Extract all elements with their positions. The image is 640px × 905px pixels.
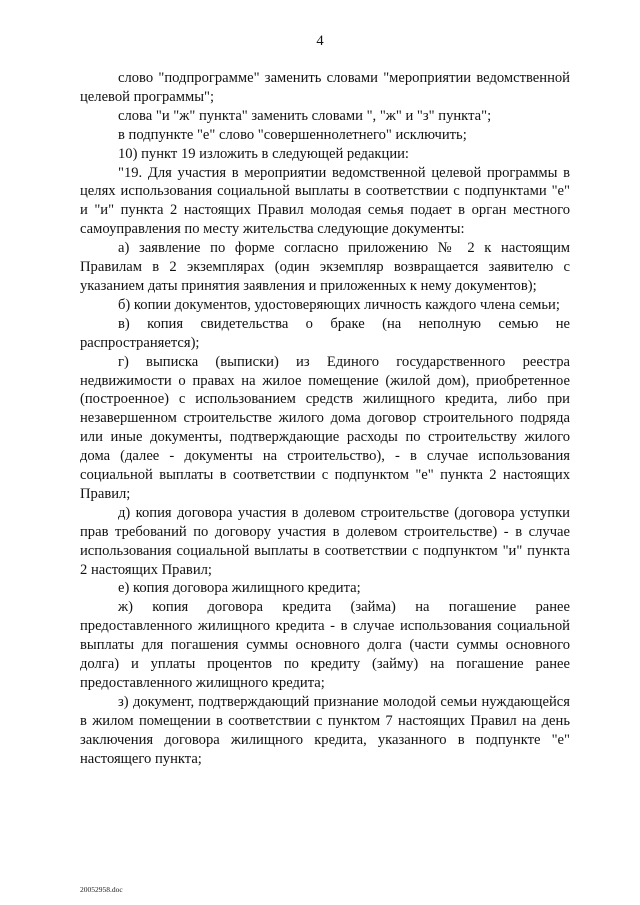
page-number: 4	[316, 33, 324, 49]
list-item-z: з) документ, подтверждающий признание молодой семьи нуждающейся в жилом помещении в соответствии с пунктом 7 настоящих Правил на день заключения договора жилищного кредита, указанного в подпункте "е" настоящего пункта;	[80, 693, 570, 767]
list-item-g: г) выписка (выписки) из Единого государственного реестра недвижимости о правах на жилое помещение (жилой дом), приобретенное (построенное) с использованием средств жилищного кредита, либо при незавершенном строительстве жилого дома договор строительного подряда или иные документы, подтверждающие расходы по строительству жилого дома (далее - документы на строительство), - в случае использования социальной выплаты в соответствии с подпунктом "е" пункта 2 настоящих Правил;	[80, 353, 570, 502]
list-item-zh: ж) копия договора кредита (займа) на погашение ранее предоставленного жилищного кредита - в случае использования социальной выплаты для погашения суммы основного долга (части суммы основного долга) и уплаты процентов по кредиту (займу) на погашение ранее предоставленного жилищного кредита;	[80, 599, 570, 691]
document-body	[80, 69, 570, 769]
list-item-v: в) копия свидетельства о браке (на неполную семью не распространяется);	[80, 315, 570, 351]
list-item-b: б) копии документов, удостоверяющих личность каждого члена семьи;	[118, 296, 560, 313]
paragraph: слово "подпрограмме" заменить словами "мероприятии ведомственной целевой программы";	[80, 70, 570, 105]
paragraph: в подпункте "е" слово "совершеннолетнего" исключить;	[118, 126, 467, 143]
paragraph: "19. Для участия в мероприятии ведомственной целевой программы в целях использования социальной выплаты в соответствии с подпунктами "е" и "и" пункта 2 настоящих Правил молодая семья подает в орган местного самоуправления по месту жительства следующие документы:	[80, 164, 570, 238]
list-item-d: д) копия договора участия в долевом строительстве (договора уступки прав требований по договору участия в долевом строительстве) - в случае использования социальной выплаты в соответствии с подпунктом "и" пункта 2 настоящих Правил;	[80, 504, 570, 578]
paragraph: 10) пункт 19 изложить в следующей редакции:	[118, 145, 409, 162]
list-item-a: а) заявление по форме согласно приложению № 2 к настоящим Правилам в 2 экземплярах (один экземпляр возвращается заявителю с указанием даты принятия заявления и приложенных к нему документов);	[80, 240, 570, 294]
paragraph: слова "и "ж" пункта" заменить словами ", "ж" и "з" пункта";	[118, 107, 492, 124]
file-name-footer: 20052958.doc	[80, 885, 123, 894]
list-item-e: е) копия договора жилищного кредита;	[118, 580, 361, 597]
